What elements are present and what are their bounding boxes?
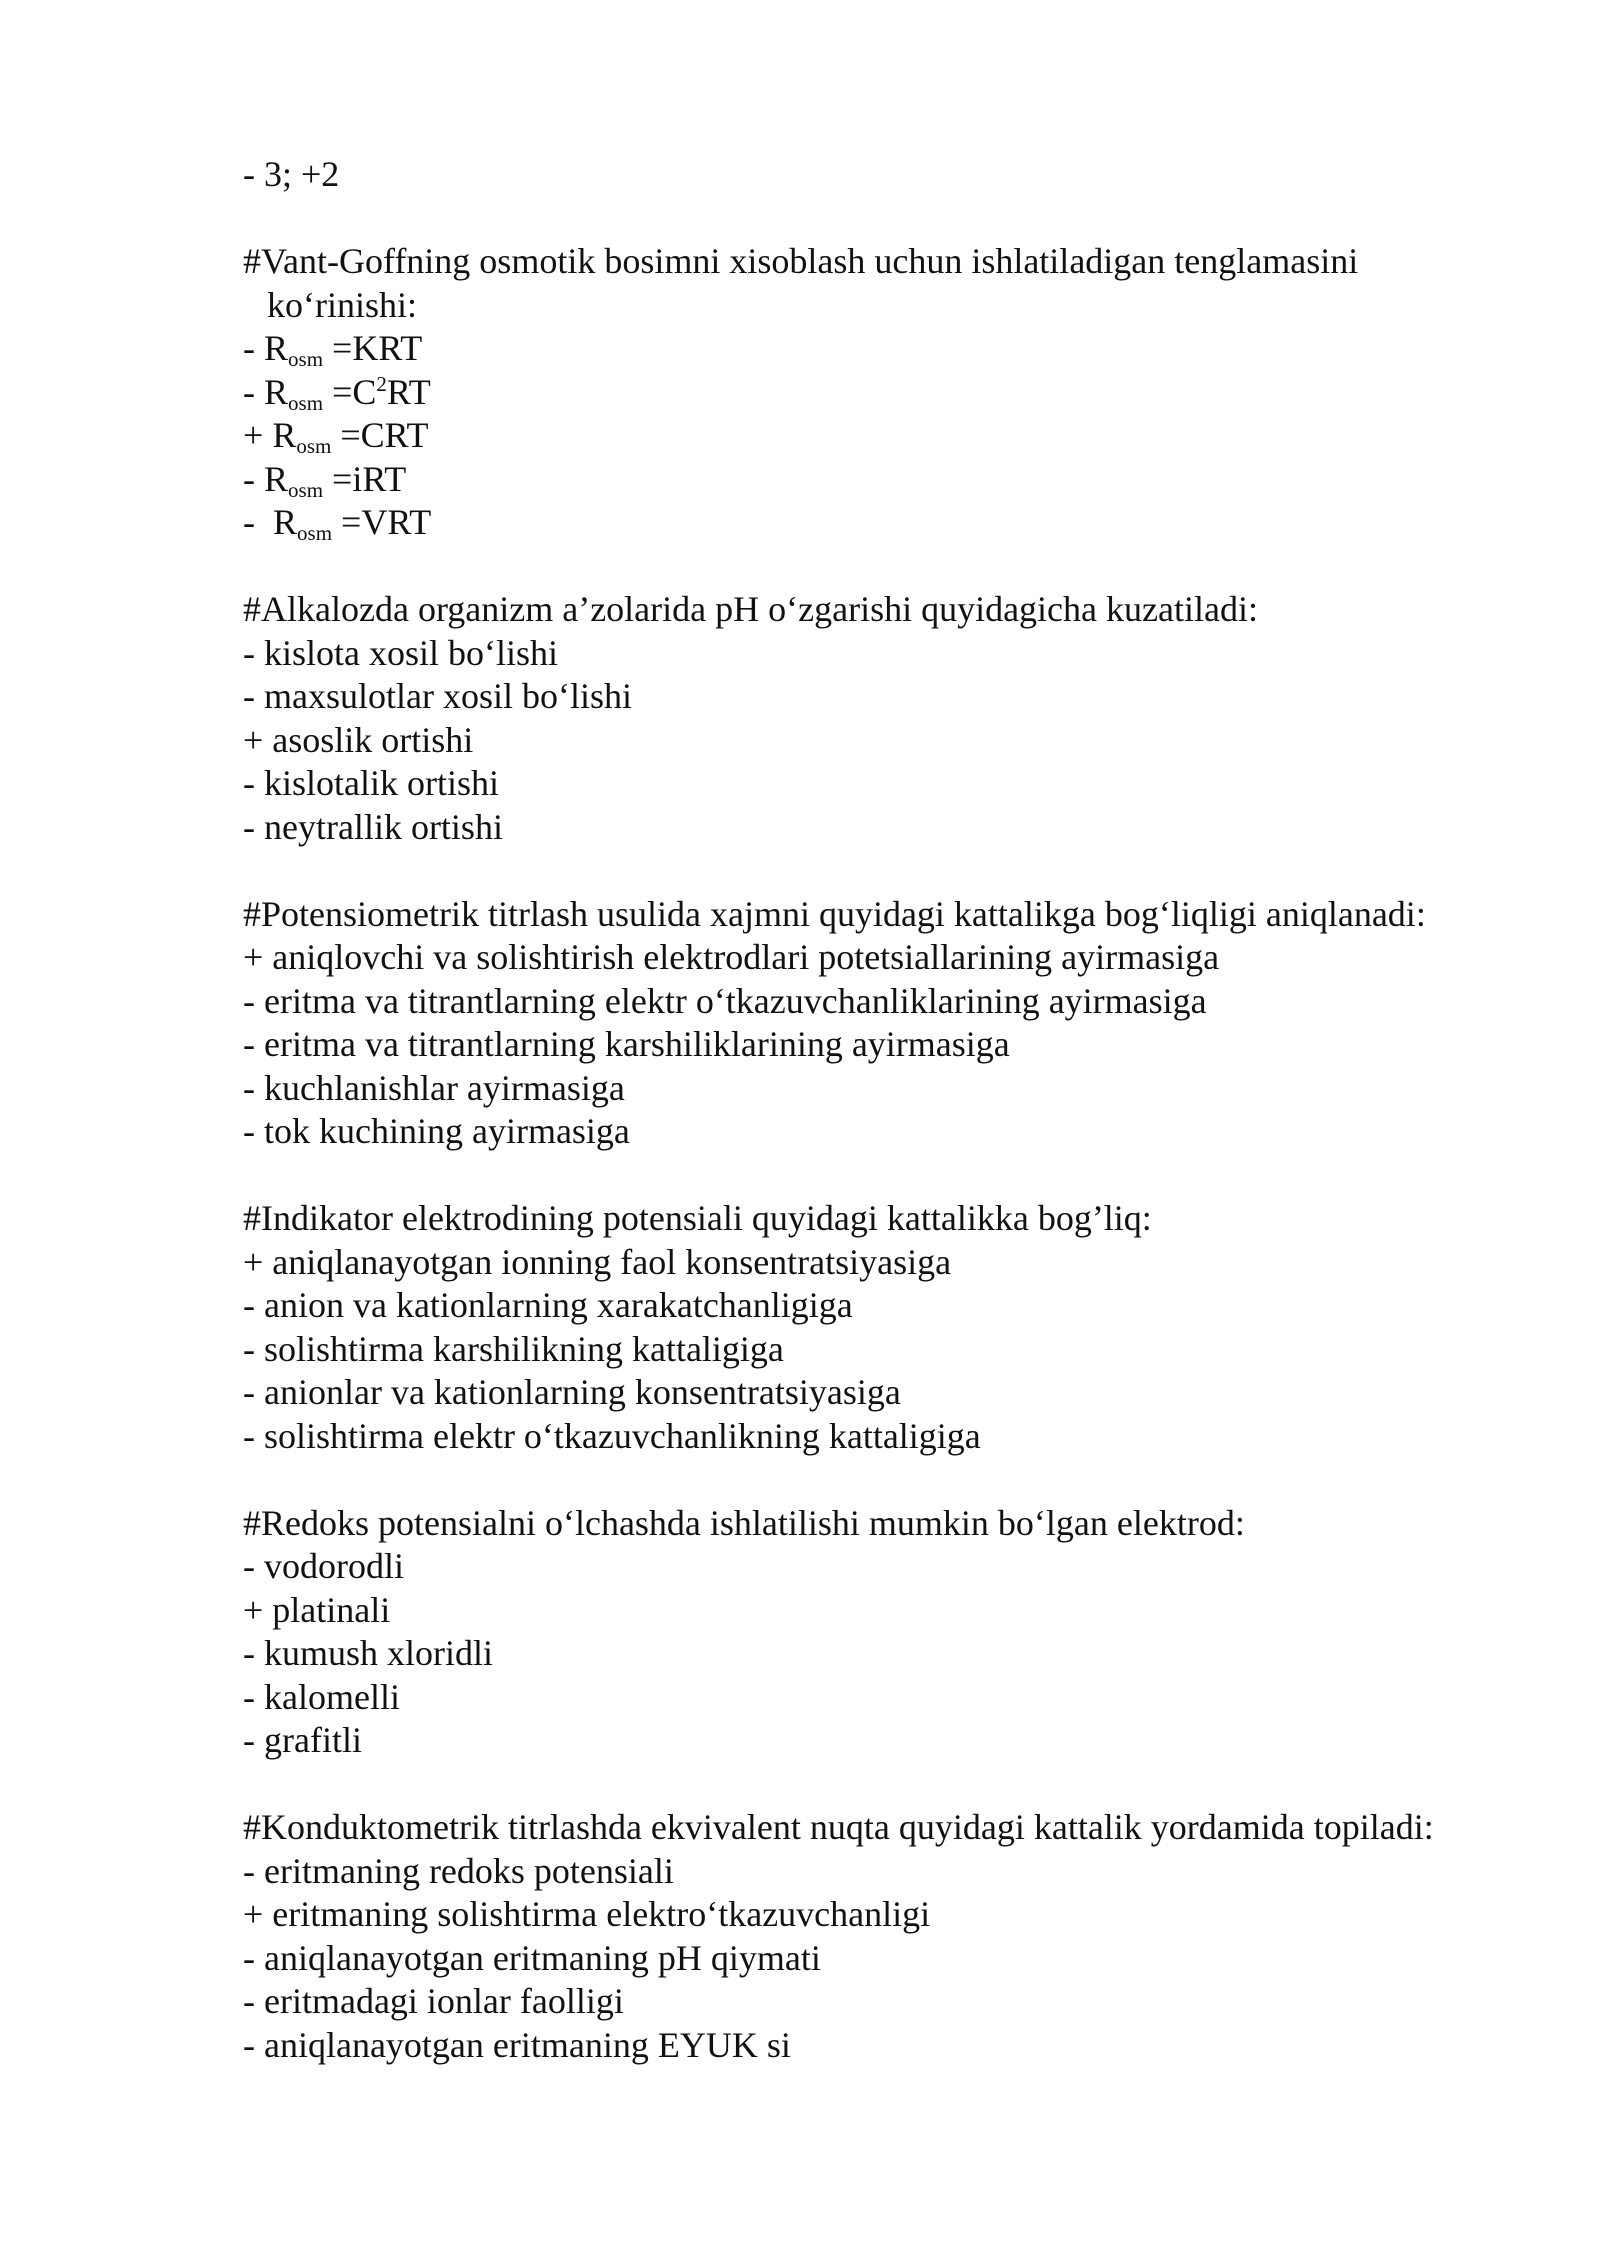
answer-option-correct: + platinali	[243, 1589, 391, 1630]
answer-option: - kuchlanishlar ayirmasiga	[243, 1067, 625, 1108]
answer-option: - $R_{osm} =iRT$	[243, 458, 407, 502]
answer-option: - anion va kationlarning xarakatchanligiga	[243, 1285, 853, 1325]
answer-option: - tok kuchining ayirmasiga	[243, 1111, 630, 1151]
question-block-potensiometrik	[243, 893, 1543, 1154]
answer-option: - aniqlanayotgan eritmaning EYUK si	[243, 2024, 791, 2065]
question-block-redoks	[243, 1502, 1543, 1763]
answer-option: - grafitli	[243, 1720, 362, 1760]
answer-option: - eritma va titrantlarning elektr o‘tkazuvchanliklarining ayirmasiga	[243, 980, 1207, 1021]
answer-option: - aniqlanayotgan eritmaning pH qiymati	[243, 1937, 821, 1978]
question-text: #Konduktometrik titrlashda ekvivalent nuqta quyidagi kattalik yordamida topiladi:	[243, 1807, 1434, 1847]
answer-option: - anionlar va kationlarning konsentratsiyasiga	[243, 1372, 901, 1412]
answer-option-correct: + asoslik ortishi	[243, 719, 474, 760]
answer-line: - 3; +2	[243, 154, 340, 194]
question-text: #Potensiometrik titrlash usulida xajmni quyidagi kattalikga bog‘liqligi aniqlanadi:	[243, 893, 1426, 934]
question-block-vant-goff	[243, 240, 1543, 545]
question-block-alkaloz	[243, 588, 1543, 849]
question-text-continuation: ko‘rinishi:	[267, 284, 417, 325]
answer-option: - $R_{osm} =C^2RT$	[243, 371, 431, 415]
answer-option: - solishtirma elektr o‘tkazuvchanlikning kattaligiga	[243, 1415, 981, 1456]
answer-option: - $R_{osm} =VRT$	[243, 502, 432, 545]
answer-option-correct: + aniqlanayotgan ionning faol konsentratsiyasiga	[243, 1241, 952, 1282]
answer-option: - eritmaning redoks potensiali	[243, 1850, 674, 1891]
question-text: #Vant-Goffning osmotik bosimni xisoblash uchun ishlatiladigan tenglamasini	[243, 241, 1359, 281]
answer-option: - kumush xloridli	[243, 1633, 493, 1673]
answer-option: - eritma va titrantlarning karshiliklarining ayirmasiga	[243, 1024, 1010, 1064]
answer-option: - neytrallik ortishi	[243, 806, 503, 847]
answer-option: - kislotalik ortishi	[243, 763, 499, 803]
answer-option: - vodorodli	[243, 1546, 404, 1586]
question-block-indikator	[243, 1197, 1543, 1458]
answer-option: - eritmadagi ionlar faolligi	[243, 1981, 624, 2021]
document-content	[243, 153, 1543, 2067]
answer-option: - $R_{osm} =KRT$	[243, 328, 423, 371]
answer-option: - maxsulotlar xosil bo‘lishi	[243, 676, 632, 716]
answer-option: - kalomelli	[243, 1676, 400, 1717]
answer-option-correct: + eritmaning solishtirma elektro‘tkazuvchanligi	[243, 1894, 931, 1934]
question-text: #Redoks potensialni o‘lchashda ishlatilishi mumkin bo‘lgan elektrod:	[243, 1502, 1245, 1543]
question-text: #Indikator elektrodining potensiali quyidagi kattalikka bog’liq:	[243, 1198, 1152, 1238]
question-text: #Alkalozda organizm a’zolarida pH o‘zgarishi quyidagicha kuzatiladi:	[243, 589, 1258, 629]
answer-option: - kislota xosil bo‘lishi	[243, 632, 558, 673]
answer-option-correct: + $R_{osm} =CRT$	[243, 415, 429, 458]
answer-option-correct: + aniqlovchi va solishtirish elektrodlari potetsiallarining ayirmasiga	[243, 937, 1220, 977]
question-block-konduktometrik	[243, 1806, 1543, 2067]
answer-option: - solishtirma karshilikning kattaligiga	[243, 1328, 784, 1369]
